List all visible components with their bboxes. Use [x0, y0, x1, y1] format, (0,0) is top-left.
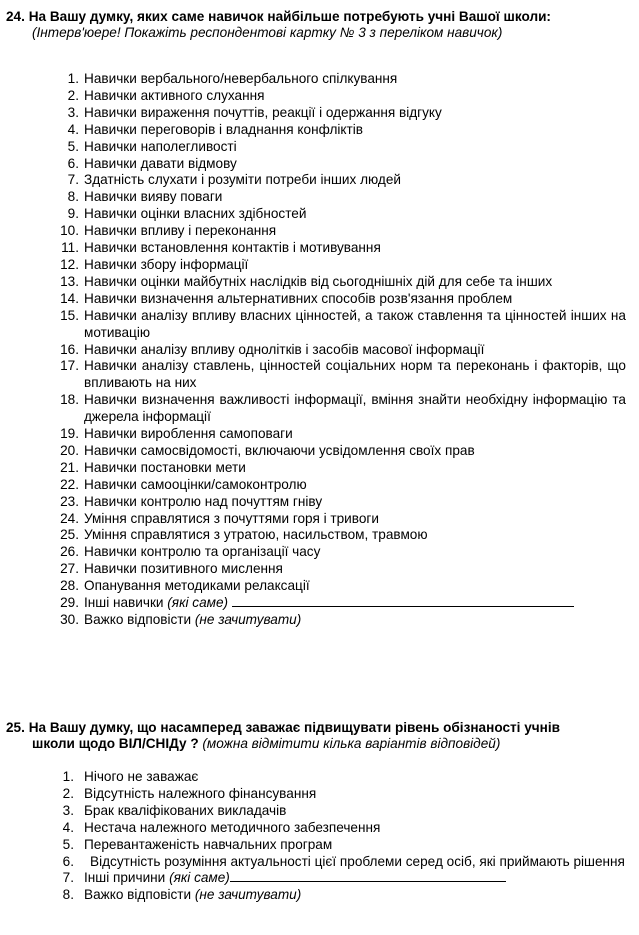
item-text: Навички оцінки майбутніх наслідків від сьогоднішніх дій для себе та інших — [84, 273, 553, 289]
item-text: Нестача належного методичного забезпечення — [84, 819, 381, 835]
list-item — [54, 223, 626, 240]
list-item — [54, 139, 626, 156]
item-number: 4. — [62, 819, 74, 835]
list-item — [54, 595, 626, 612]
skills-list — [54, 71, 626, 629]
list-item — [54, 257, 626, 274]
question-number: 25. — [6, 720, 25, 735]
question-title-line2: школи щодо ВІЛ/СНІДу ? — [32, 736, 199, 751]
item-number: 29. — [60, 595, 79, 611]
item-number: 27. — [60, 561, 79, 577]
item-text: Опанування методиками релаксації — [84, 578, 310, 594]
list-item — [54, 88, 626, 105]
item-number: 22. — [60, 476, 79, 492]
item-number: 15. — [60, 307, 79, 323]
item-text: Навички контролю над почуттям гніву — [84, 493, 323, 509]
list-item — [54, 561, 626, 578]
item-text: Уміння справлятися з почуттями горя і тривоги — [84, 510, 379, 526]
item-number: 8. — [62, 887, 74, 903]
item-number: 4. — [67, 121, 79, 137]
item-text: Навички встановлення контактів і мотивування — [84, 240, 381, 256]
item-number: 23. — [60, 493, 79, 509]
item-number: 3. — [62, 802, 74, 818]
item-text: Навички збору інформації — [84, 256, 249, 272]
list-item — [54, 156, 626, 173]
question-title: На Вашу думку, яких саме навичок найбільше потребують учні Вашої школи: — [28, 9, 551, 24]
item-number: 5. — [62, 836, 74, 852]
list-item — [54, 612, 626, 629]
item-number: 7. — [62, 870, 74, 886]
list-item — [54, 887, 626, 904]
list-item — [54, 837, 626, 854]
item-number: 6. — [67, 155, 79, 171]
item-number: 16. — [60, 341, 79, 357]
list-item — [54, 105, 626, 122]
item-number: 2. — [67, 87, 79, 103]
list-item — [54, 803, 626, 820]
list-item — [54, 308, 626, 342]
item-text: Навички постановки мети — [84, 459, 246, 475]
answer-blank-line[interactable] — [232, 595, 574, 607]
list-item — [54, 870, 626, 887]
item-text: Навички переговорів і владнання конфліктів — [84, 121, 363, 137]
item-number: 24. — [60, 510, 79, 526]
item-number: 13. — [60, 273, 79, 289]
question-25-header — [6, 720, 629, 752]
obstacles-list — [54, 769, 626, 904]
list-item — [54, 240, 626, 257]
item-number: 26. — [60, 544, 79, 560]
item-text: Навички впливу і переконання — [84, 223, 277, 239]
list-item — [54, 769, 626, 786]
item-number: 1. — [62, 769, 74, 784]
item-text: Навички визначення альтернативних способів розв'язання проблем — [84, 290, 513, 306]
list-item — [54, 544, 626, 561]
item-number: 2. — [62, 785, 74, 801]
list-item — [54, 854, 626, 871]
list-item — [54, 494, 626, 511]
item-note: (які саме) — [169, 870, 230, 886]
list-item — [54, 71, 626, 88]
item-text: Навички позитивного мислення — [84, 561, 283, 577]
item-text: Навички самосвідомості, включаючи усвідомлення своїх прав — [84, 442, 475, 458]
list-item — [54, 786, 626, 803]
item-note: (які саме) — [167, 595, 229, 611]
question-25 — [6, 720, 629, 752]
question-note: (можна відмітити кілька варіантів відповідей) — [202, 736, 501, 751]
item-number: 11. — [61, 240, 79, 256]
item-number: 7. — [67, 172, 79, 188]
item-number: 28. — [60, 578, 79, 594]
list-item — [54, 426, 626, 443]
interviewer-note: (Інтерв'юере! Покажіть респондентові картку № 3 з переліком навичок) — [32, 25, 503, 40]
item-text: Нічого не заважає — [84, 769, 199, 784]
question-title: На Вашу думку, що насамперед заважає підвищувати рівень обізнаності учнів — [28, 720, 561, 735]
item-number: 21. — [60, 459, 79, 475]
item-text: Навички контролю та організації часу — [84, 544, 321, 560]
list-item — [54, 291, 626, 308]
list-item — [54, 511, 626, 528]
list-item — [54, 206, 626, 223]
item-text: Навички активного слухання — [84, 87, 265, 103]
item-number: 12. — [60, 256, 79, 272]
answer-blank-line[interactable] — [230, 870, 506, 882]
list-item — [54, 274, 626, 291]
item-text: Навички вербального/невербального спілкування — [84, 71, 398, 86]
item-number: 30. — [60, 612, 79, 627]
list-item — [54, 477, 626, 494]
item-text: Відсутність належного фінансування — [84, 785, 317, 801]
item-text: Навички вияву поваги — [84, 189, 223, 205]
item-number: 1. — [67, 71, 79, 86]
item-text: Уміння справлятися з утратою, насильством, травмою — [84, 527, 428, 543]
list-item — [54, 443, 626, 460]
list-item — [54, 460, 626, 477]
item-number: 14. — [60, 290, 79, 306]
item-text: Здатність слухати і розуміти потреби інших людей — [84, 172, 402, 188]
item-number: 9. — [67, 206, 79, 222]
item-text: Відсутність розуміння актуальності цієї проблеми серед осіб, які приймають рішення — [90, 853, 625, 869]
list-item — [54, 122, 626, 139]
item-text: Навички вироблення самоповаги — [84, 426, 293, 442]
list-item — [54, 578, 626, 595]
item-text: Навички визначення важливості інформації, вміння знайти необхідну інформацію та джерела інформації — [84, 392, 626, 425]
item-text: Навички оцінки власних здібностей — [84, 206, 307, 222]
item-text: Перевантаженість навчальних програм — [84, 836, 333, 852]
item-note: (не зачитувати) — [194, 612, 302, 627]
item-text: Навички аналізу впливу однолітків і засобів масової інформації — [84, 341, 485, 357]
list-item — [54, 392, 626, 426]
item-number: 25. — [60, 527, 79, 543]
item-number: 20. — [60, 442, 79, 458]
item-text: Інші причини — [84, 870, 166, 886]
item-number: 18. — [60, 392, 79, 408]
item-text: Навички давати відмову — [84, 155, 237, 171]
list-item — [54, 527, 626, 544]
item-number: 17. — [60, 358, 79, 374]
question-24 — [6, 9, 629, 41]
item-note: (не зачитувати) — [194, 887, 302, 903]
list-item — [54, 358, 626, 392]
item-number: 6. — [62, 853, 74, 869]
item-text: Інші навички — [84, 595, 164, 611]
item-number: 8. — [67, 189, 79, 205]
list-item — [54, 172, 626, 189]
item-number: 19. — [60, 426, 79, 442]
list-item — [54, 189, 626, 206]
item-text: Важко відповісти — [84, 612, 192, 627]
item-text: Навички наполегливості — [84, 138, 237, 154]
item-text: Навички аналізу впливу власних цінностей, а також ставлення та цінностей інших на мотивацію — [84, 307, 626, 340]
item-text: Важко відповісти — [84, 887, 192, 903]
list-item — [54, 820, 626, 837]
item-text: Брак кваліфікованих викладачів — [84, 802, 287, 818]
question-number: 24. — [6, 9, 25, 24]
item-number: 10. — [60, 223, 79, 239]
item-number: 3. — [67, 104, 79, 120]
item-text: Навички самооцінки/самоконтролю — [84, 476, 307, 492]
item-text: Навички аналізу ставлень, цінностей соціальних норм та переконань і факторів, що впливають на них — [84, 358, 626, 391]
question-24-header — [6, 9, 629, 41]
item-text: Навички вираження почуттів, реакції і одержання відгуку — [84, 104, 442, 120]
item-number: 5. — [67, 138, 79, 154]
list-item — [54, 342, 626, 359]
